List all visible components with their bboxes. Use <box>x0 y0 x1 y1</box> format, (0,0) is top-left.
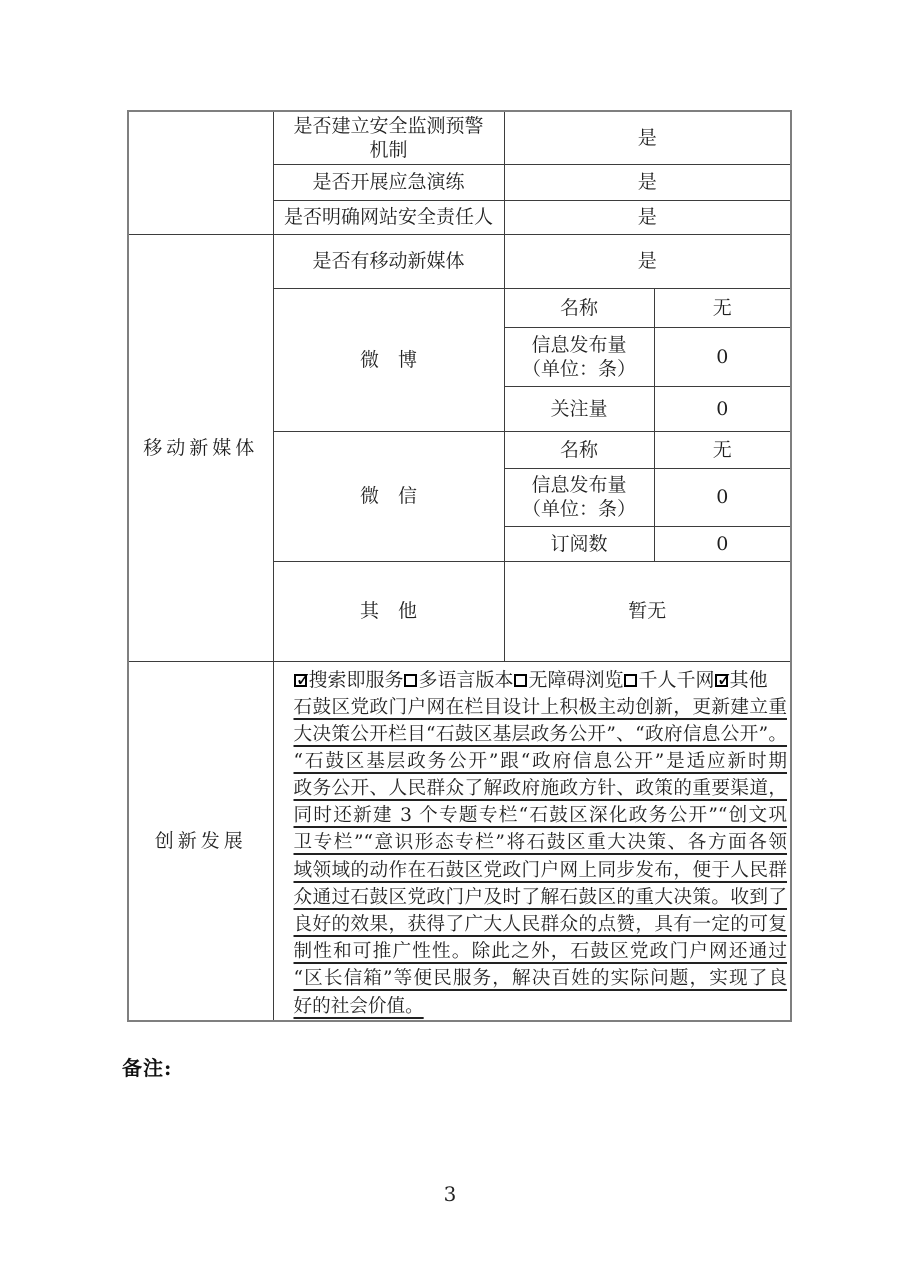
question-cell: 是否开展应急演练 <box>273 164 504 200</box>
field-label-cell: 关注量 <box>504 386 654 431</box>
field-value-cell: 0 <box>654 386 791 431</box>
innovation-text-line: 石鼓区党政门户网在栏目设计上积极主动创新，更新建立重 <box>293 696 788 718</box>
field-label-cell: 订阅数 <box>504 526 654 561</box>
field-value-cell: 0 <box>654 327 791 386</box>
remarks-label: 备注: <box>122 1056 173 1080</box>
field-value-cell: 无 <box>654 288 791 327</box>
field-value-cell: 0 <box>654 468 791 526</box>
section-label: 移动新媒体 <box>143 436 259 459</box>
option-multilingual[interactable] <box>404 668 514 692</box>
innovation-text-line: “石鼓区基层政务公开”跟“政府信息公开”是适应新时期 <box>293 750 788 772</box>
innovation-text-line: 大决策公开栏目“石鼓区基层政务公开”、“政府信息公开”。 <box>293 723 788 745</box>
innovation-text-line: 政务公开、人民群众了解政府施政方针、政策的重要渠道， <box>293 778 788 800</box>
option-other[interactable] <box>715 668 768 692</box>
option-search-as-service[interactable] <box>294 668 404 692</box>
innovation-text-line: 同时还新建 3 个专题专栏“石鼓区深化政务公开”“创文巩 <box>293 805 788 827</box>
answer-cell: 是 <box>504 164 791 200</box>
innovation-content-cell <box>273 661 791 1021</box>
answer-cell: 是 <box>504 234 791 288</box>
option-accessibility[interactable] <box>514 668 624 692</box>
innovation-text-line: 良好的效果，获得了广大人民群众的点赞，具有一定的可复 <box>293 914 788 935</box>
table-row <box>128 111 791 164</box>
checkbox-icon[interactable] <box>404 674 417 687</box>
answer-cell: 是 <box>504 111 791 164</box>
field-label-line: 信息发布量 <box>531 333 627 356</box>
field-value-cell: 无 <box>654 431 791 468</box>
table-row <box>128 661 791 1021</box>
section-cell-innovation <box>128 661 273 1021</box>
field-label-line: （单位：条） <box>521 357 636 380</box>
innovation-text-line: 卫专栏”“意识形态专栏”将石鼓区重大决策、各方面各领 <box>293 832 788 854</box>
table-row <box>128 234 791 288</box>
other-label-cell: 其 他 <box>273 561 504 661</box>
section-cell-empty <box>128 111 273 234</box>
checkbox-icon[interactable] <box>514 674 527 687</box>
answer-cell: 是 <box>504 200 791 234</box>
weibo-label-cell: 微 博 <box>273 288 504 431</box>
checkbox-icon[interactable] <box>294 674 307 687</box>
field-label-line: 信息发布量 <box>531 474 627 496</box>
checkbox-label: 其他 <box>729 669 768 691</box>
wechat-label-cell: 微 信 <box>273 431 504 561</box>
report-table <box>127 110 792 1022</box>
checkbox-label: 千人千网 <box>638 669 715 691</box>
field-label-cell: 名称 <box>504 431 654 468</box>
question-cell <box>273 111 504 164</box>
field-label-cell <box>504 327 654 386</box>
other-value-cell: 暂无 <box>504 561 791 661</box>
innovation-text-line: 好的社会价值。 <box>293 995 424 1017</box>
question-cell: 是否明确网站安全责任人 <box>273 200 504 234</box>
innovation-text-line: “区长信箱”等便民服务，解决百姓的实际问题，实现了良 <box>293 968 788 990</box>
field-label-cell <box>504 468 654 526</box>
page-number: 3 <box>443 1182 457 1206</box>
section-label: 创新发展 <box>154 829 247 852</box>
option-personalized[interactable] <box>624 668 715 692</box>
innovation-text-line: 制性和可推广性性。除此之外，石鼓区党政门户网还通过 <box>293 941 788 963</box>
field-label-line: （单位：条） <box>521 498 636 520</box>
question-text: 机制 <box>369 138 408 161</box>
checkbox-icon[interactable] <box>624 674 637 687</box>
question-text: 是否建立安全监测预警 <box>293 114 484 137</box>
innovation-options-row <box>294 667 788 694</box>
checkbox-label: 搜索即服务 <box>308 669 404 691</box>
checkbox-icon[interactable] <box>715 674 728 687</box>
question-cell: 是否有移动新媒体 <box>273 234 504 288</box>
checkbox-label: 无障碍浏览 <box>528 669 624 691</box>
section-cell-mobile-media <box>128 234 273 661</box>
field-value-cell: 0 <box>654 526 791 561</box>
innovation-text-line: 众通过石鼓区党政门户及时了解石鼓区的重大决策。收到了 <box>293 886 788 908</box>
checkbox-label: 多语言版本 <box>418 669 514 691</box>
field-label-cell: 名称 <box>504 288 654 327</box>
innovation-text-line: 域领域的动作在石鼓区党政门户网上同步发布，便于人民群 <box>293 859 788 881</box>
